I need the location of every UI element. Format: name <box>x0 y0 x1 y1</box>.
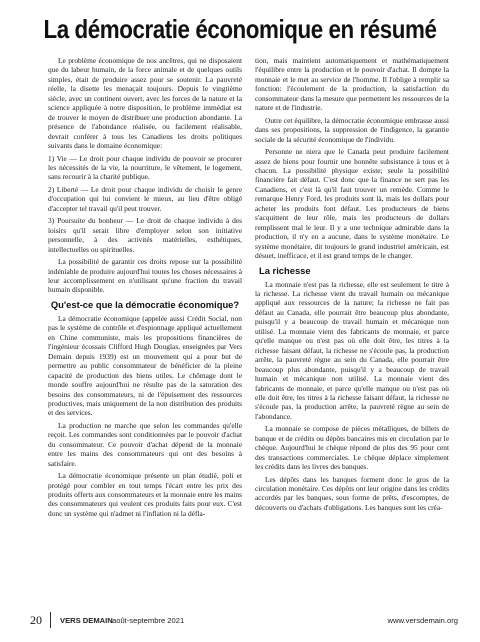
paragraph: tion, mais maintient automatiquement et mathématiquement l'équilibre entre la production et le pouvoir d'achat. Il dompte la monnaie et le met au service de l'homme. Il l'oblige à remplir sa fonction: l'écoulement de la production, la satisfaction du consommateur dans la mesure que permettent les ressources de la nature et de l'industrie. <box>255 56 449 113</box>
footer-divider <box>50 612 51 628</box>
website-link[interactable]: www.versdemain.org <box>387 616 458 625</box>
paragraph: La démocratie économique (appelée aussi Crédit Social, non pas le système de contrôle et d'espionnage appliqué actuellement en Chine communiste, mais les propositions financières de l'ingénieur écossais Clifford Hugh Douglas, enseignées par Vers Demain depuis 1939) est un mouvement qui a pour but de permettre au public consommateur de bénéficier de la pleine capacité de production des biens utiles. Le chômage dont le monde souffre aujourd'hui ne résulte pas de la saturation des besoins des consommateurs, ni de l'épuisement des ressources productives, mais uniquement de la non distribution des produits et des services. <box>48 313 242 418</box>
paragraph: La possibilité de garantir ces droits repose sur la possibilité indéniable de produire aujourd'hui toutes les choses nécessaires à leur accomplissement en n'utilisant qu'une fraction du travail humain disponible. <box>48 257 242 295</box>
left-column <box>48 56 242 601</box>
paragraph: La monnaie se compose de pièces métalliques, de billets de banque et de crédits ou dépôts bancaires mis en circulation par le chèque. Aujourd'hui le chèque répond de plus des 95 pour cent des transactions commerciales. Le chèque déplace simplement les crédits dans les livres des banques. <box>255 424 449 472</box>
paragraph: Outre cet équilibre, la démocratie économique embrasse aussi dans ses propositions, la suppression de l'indigence, la garantie sociale de la sécurité économique de l'individu. <box>255 115 449 144</box>
paragraph: La monnaie n'est pas la richesse, elle est seulement le titre à la richesse. La richesse vient du travail humain ou mécanique appliqué aux ressources de la nature; la richesse ne fait pas défaut au Canada, elle pourrait être beaucoup plus abondante, puisqu'il y a beaucoup de travail humain et mécanique non utilisé. La monnaie vient des fabricants de monnaie, et parce qu'elle manque ou n'est pas où elle doit être, les titres à la richesse faisant défaut, la richesse ne s'écoule pas, la production arrête, la pauvreté règne au sein du Canada, elle pourrait être beaucoup plus abondante, puisqu'il y a beaucoup de travail humain et mécanique non utilisé. La monnaie vient des fabricants de monnaie, et parce qu'elle manque ou n'est pas où elle doit être, les titres à la richesse faisant défaut, la richesse ne s'écoule pas, la production arrête, la pauvreté règne au sein de l'abondance. <box>255 279 449 421</box>
page-number: 20 <box>30 613 42 627</box>
magazine-name: VERS DEMAIN <box>60 616 113 625</box>
list-item-life: 1) Vie — Le droit pour chaque individu de pouvoir se procurer les nécessités de la vie, la nourriture, le vêtement, le logement, sans recourir à la charité publique. <box>48 153 242 182</box>
page-footer <box>16 612 458 628</box>
paragraph: Le problème économique de nos ancêtres, qui ne disposaient que du labeur humain, de la force animale et de quelques outils simples, était de produire assez pour se soutenir. La pauvreté réelle, la disette les menaçait toujours. Depuis le vingtième siècle, avec un continent ouvert, avec les forces de la nature et la science appliquée à notre disposition, le problème immédiat est de trouver le moyen de distribuer une production abondante. La présence de l'abondance réalisée, ou facilement réalisable, devrait conférer à tous les Canadiens les droits politiques suivants dans le domaine économique: <box>48 56 242 151</box>
section-heading: La richesse <box>259 264 311 276</box>
paragraph: Personne ne niera que le Canada peut produire facilement assez de biens pour fournir une honnête subsistance à tous et à chacun. La possibilité physique existe; seule la possibilité financière fait défaut. C'est donc que la finance ne sert pas les Canadiens, et c'est là qu'il faut trouver un remède. Comme le remarque Henry Ford, les produits sont là, mais les dollars pour acheter les produits font défaut. Les producteurs de biens s'acquittent de leur rôle, mais les producteurs de dollars remplissent mal le leur. Il y a une technique admirable dans la production, il n'y en a aucune, dans le système monétaire. Le système monétaire, dit toujours le grand industriel américain, est désuet, inefficace, et il est grand temps de le changer. <box>255 147 449 261</box>
list-item-liberty: 2) Liberté — Le droit pour chaque individu de choisir le genre d'occupation qui lui convient le mieux, au lieu d'être obligé d'accepter tel travail qu'il peut trouver. <box>48 184 242 213</box>
issue-date: août-septembre 2021 <box>112 616 185 625</box>
list-item-happiness: 3) Poursuite du bonheur — Le droit de chaque individu à des loisirs qu'il serait libre d'employer selon son initiative personnelle, à des activités matérielles, esthétiques, intellectuelles ou spirituelles. <box>48 216 242 254</box>
paragraph: La démocratie économique présente un plan étudié, poli et protégé pour combler en tout temps l'écart entre les prix des produits offerts aux consommateurs et la monnaie entre les mains des consommateurs qui veulent ces produits faits pour eux. C'est donc un système qui n'admet ni l'inflation ni la défla- <box>48 471 242 518</box>
paragraph: Les dépôts dans les banques forment donc le gros de la circulation monétaire. Ces dépôts ont leur origine dans les crédits accordés par les banques, sous forme de prêts, d'escomptes, de découverts ou d'achats d'obligations. Les banques sont les créa- <box>255 474 449 512</box>
article-title: La démocratie économique en résumé <box>43 14 437 44</box>
right-column <box>255 56 449 601</box>
paragraph: La production ne marche que selon les commandes qu'elle reçoit. Les commandes sont conditionnées par le pouvoir d'achat du consommateur. Ce pouvoir d'achat dépend de la monnaie entre les mains des consommateurs qui ont des besoins à satisfaire. <box>48 420 242 468</box>
section-heading: Qu'est-ce que la démocratie économique? <box>50 298 240 310</box>
